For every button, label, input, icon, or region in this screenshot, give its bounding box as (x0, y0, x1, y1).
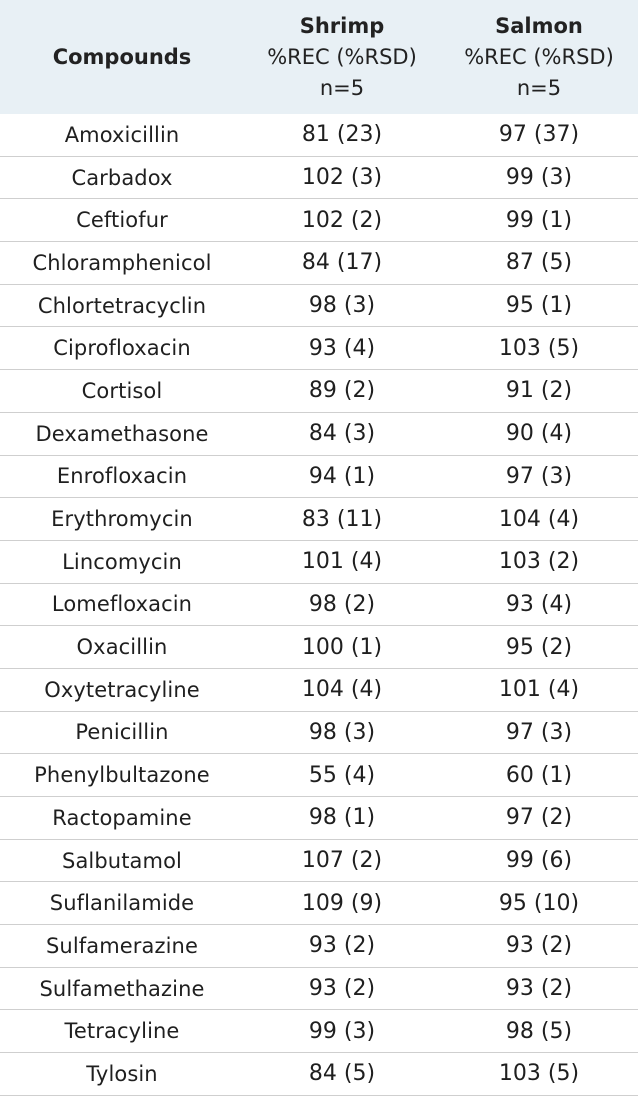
shrimp-value-cell: 93 (2) (244, 967, 440, 1010)
table-header (0, 0, 638, 114)
compound-cell: Sulfamethazine (0, 967, 244, 1010)
compound-cell: Salbutamol (0, 839, 244, 882)
salmon-value-cell: 97 (37) (440, 114, 638, 156)
compound-cell: Oxytetracyline (0, 668, 244, 711)
table-row (0, 412, 638, 455)
shrimp-value-cell: 84 (5) (244, 1053, 440, 1096)
compound-cell: Suflanilamide (0, 882, 244, 925)
salmon-value-cell: 99 (1) (440, 199, 638, 242)
compound-cell: Ciprofloxacin (0, 327, 244, 370)
table-row (0, 583, 638, 626)
table-row (0, 1053, 638, 1096)
table-row (0, 668, 638, 711)
shrimp-header-n: n=5 (319, 75, 365, 100)
table-row (0, 455, 638, 498)
compound-cell: Tetracyline (0, 1010, 244, 1053)
salmon-value-cell: 93 (2) (440, 925, 638, 968)
table-row (0, 839, 638, 882)
table-row (0, 498, 638, 541)
table-body (0, 114, 638, 1095)
table-row (0, 242, 638, 285)
salmon-value-cell: 95 (10) (440, 882, 638, 925)
compound-cell: Erythromycin (0, 498, 244, 541)
table-row (0, 882, 638, 925)
shrimp-value-cell: 98 (2) (244, 583, 440, 626)
table-row (0, 284, 638, 327)
shrimp-value-cell: 81 (23) (244, 114, 440, 156)
shrimp-value-cell: 101 (4) (244, 540, 440, 583)
table-row (0, 797, 638, 840)
compound-cell: Dexamethasone (0, 412, 244, 455)
salmon-value-cell: 97 (2) (440, 797, 638, 840)
salmon-value-cell: 95 (2) (440, 626, 638, 669)
compound-cell: Sulfamerazine (0, 925, 244, 968)
salmon-value-cell: 97 (3) (440, 711, 638, 754)
shrimp-value-cell: 107 (2) (244, 839, 440, 882)
salmon-value-cell: 93 (2) (440, 967, 638, 1010)
compound-cell: Ceftiofur (0, 199, 244, 242)
compound-cell: Cortisol (0, 370, 244, 413)
shrimp-header-metric: %REC (%RSD) (267, 44, 417, 69)
shrimp-value-cell: 104 (4) (244, 668, 440, 711)
shrimp-value-cell: 55 (4) (244, 754, 440, 797)
shrimp-value-cell: 94 (1) (244, 455, 440, 498)
table-row (0, 156, 638, 199)
compound-cell: Oxacillin (0, 626, 244, 669)
shrimp-value-cell: 98 (3) (244, 284, 440, 327)
shrimp-column-header (244, 0, 440, 114)
compound-cell: Enrofloxacin (0, 455, 244, 498)
shrimp-value-cell: 102 (2) (244, 199, 440, 242)
shrimp-value-cell: 98 (3) (244, 711, 440, 754)
shrimp-value-cell: 84 (17) (244, 242, 440, 285)
compound-cell: Lomefloxacin (0, 583, 244, 626)
salmon-value-cell: 97 (3) (440, 455, 638, 498)
shrimp-value-cell: 109 (9) (244, 882, 440, 925)
salmon-value-cell: 95 (1) (440, 284, 638, 327)
salmon-value-cell: 91 (2) (440, 370, 638, 413)
compound-cell: Amoxicillin (0, 114, 244, 156)
compound-cell: Chlortetracyclin (0, 284, 244, 327)
salmon-value-cell: 104 (4) (440, 498, 638, 541)
table-row (0, 370, 638, 413)
table-row (0, 711, 638, 754)
shrimp-header-name: Shrimp (299, 13, 385, 38)
header-row (0, 0, 638, 114)
shrimp-value-cell: 102 (3) (244, 156, 440, 199)
table-row (0, 626, 638, 669)
compound-cell: Tylosin (0, 1053, 244, 1096)
compound-cell: Chloramphenicol (0, 242, 244, 285)
table-row (0, 114, 638, 156)
table-row (0, 199, 638, 242)
salmon-value-cell: 101 (4) (440, 668, 638, 711)
table-row (0, 1010, 638, 1053)
salmon-value-cell: 90 (4) (440, 412, 638, 455)
shrimp-value-cell: 89 (2) (244, 370, 440, 413)
salmon-value-cell: 60 (1) (440, 754, 638, 797)
compound-cell: Ractopamine (0, 797, 244, 840)
salmon-column-header (440, 0, 638, 114)
table-row (0, 967, 638, 1010)
salmon-value-cell: 93 (4) (440, 583, 638, 626)
shrimp-value-cell: 98 (1) (244, 797, 440, 840)
table-row (0, 327, 638, 370)
shrimp-value-cell: 93 (2) (244, 925, 440, 968)
shrimp-value-cell: 83 (11) (244, 498, 440, 541)
salmon-value-cell: 98 (5) (440, 1010, 638, 1053)
salmon-value-cell: 99 (6) (440, 839, 638, 882)
compounds-column-header: Compounds (52, 44, 192, 69)
table-row (0, 540, 638, 583)
salmon-header-n: n=5 (516, 75, 562, 100)
salmon-value-cell: 103 (5) (440, 327, 638, 370)
salmon-header-name: Salmon (495, 13, 583, 38)
salmon-value-cell: 87 (5) (440, 242, 638, 285)
salmon-header-metric: %REC (%RSD) (464, 44, 614, 69)
table-row (0, 754, 638, 797)
salmon-value-cell: 103 (2) (440, 540, 638, 583)
shrimp-value-cell: 99 (3) (244, 1010, 440, 1053)
compound-cell: Phenylbultazone (0, 754, 244, 797)
compound-cell: Lincomycin (0, 540, 244, 583)
shrimp-value-cell: 84 (3) (244, 412, 440, 455)
compound-cell: Penicillin (0, 711, 244, 754)
table-row (0, 925, 638, 968)
salmon-value-cell: 99 (3) (440, 156, 638, 199)
shrimp-value-cell: 93 (4) (244, 327, 440, 370)
salmon-value-cell: 103 (5) (440, 1053, 638, 1096)
compound-cell: Carbadox (0, 156, 244, 199)
shrimp-value-cell: 100 (1) (244, 626, 440, 669)
